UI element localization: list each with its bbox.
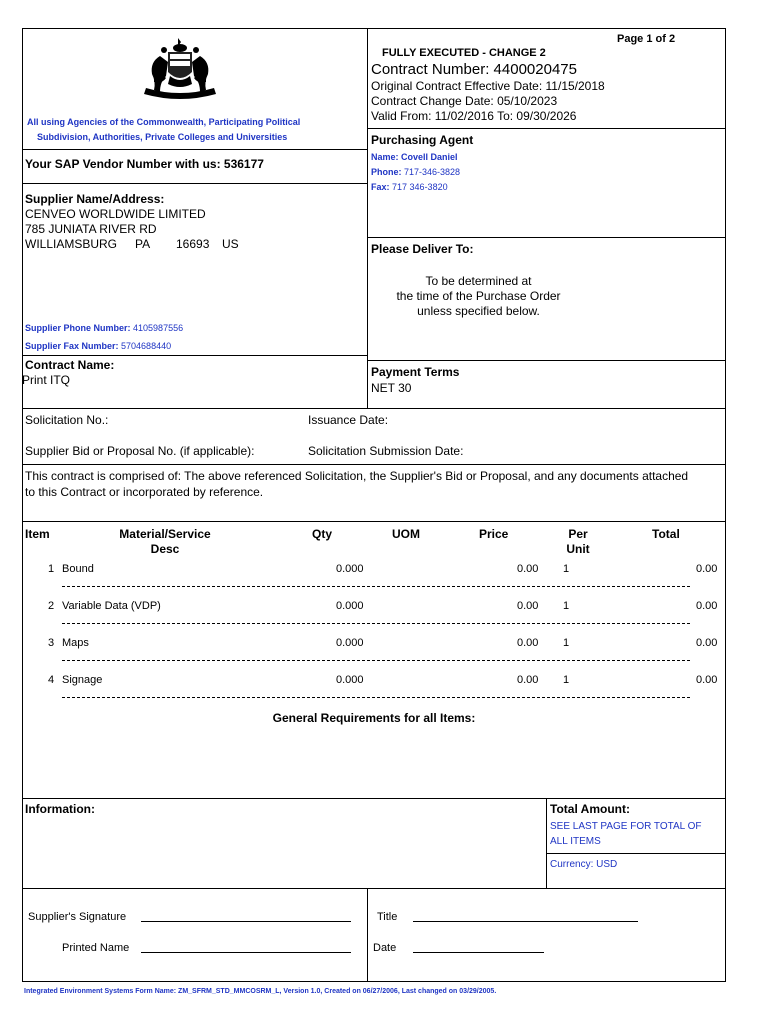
supplier-street: 785 JUNIATA RIVER RD [25, 222, 157, 236]
total-amount-note: SEE LAST PAGE FOR TOTAL OF [550, 821, 702, 832]
divider [22, 798, 726, 799]
supplier-phone [25, 323, 183, 333]
agencies-line: All using Agencies of the Commonwealth, Participating Political [27, 117, 301, 127]
supplier-title: Supplier Name/Address: [25, 192, 165, 206]
comprised-text: to this Contract or incorporated by reference. [25, 485, 264, 499]
row-separator [62, 660, 690, 661]
commonwealth-seal [140, 36, 220, 102]
date-label: Date [373, 942, 397, 954]
agent-fax-label: Fax: [371, 182, 390, 192]
bid-proposal-label: Supplier Bid or Proposal No. (if applicable): [25, 444, 255, 458]
supplier-state: PA [135, 237, 151, 251]
supplier-country: US [222, 237, 239, 251]
col-header-desc: Desc [150, 542, 180, 556]
divider [367, 128, 726, 129]
row-desc: Bound [62, 563, 94, 575]
printed-name-label: Printed Name [62, 942, 130, 954]
submission-date-label: Solicitation Submission Date: [308, 444, 464, 458]
supplier-fax-label: Supplier Fax Number: [25, 341, 119, 351]
agent-name-value: Covell Daniel [401, 152, 458, 162]
divider [22, 464, 726, 465]
deliver-line: To be determined at [425, 274, 532, 288]
row-desc: Signage [62, 674, 103, 686]
divider [367, 360, 726, 361]
information-label: Information: [25, 802, 95, 816]
row-qty: 0.000 [336, 600, 364, 612]
divider [22, 408, 726, 409]
contract-number: Contract Number: 4400020475 [371, 61, 577, 78]
col-header-uom: UOM [392, 527, 420, 541]
supplier-phone-label: Supplier Phone Number: [25, 323, 131, 333]
deliver-line: the time of the Purchase Order [396, 289, 561, 303]
supplier-fax-value: 5704688440 [121, 341, 172, 351]
agent-phone-label: Phone: [371, 167, 402, 177]
signature-line[interactable] [141, 921, 351, 922]
contract-status: FULLY EXECUTED - CHANGE 2 [382, 47, 546, 59]
col-header-per-unit: Per [568, 527, 588, 541]
row-separator [62, 586, 690, 587]
row-number: 3 [48, 637, 55, 649]
divider [367, 237, 726, 238]
currency: Currency: USD [550, 859, 618, 870]
divider [22, 149, 368, 150]
row-total: 0.00 [696, 674, 718, 686]
supplier-zip: 16693 [176, 237, 210, 251]
supplier-city: WILLIAMSBURG [25, 237, 118, 251]
purchasing-agent-title: Purchasing Agent [371, 133, 474, 147]
row-desc: Variable Data (VDP) [62, 600, 161, 612]
valid-dates: Valid From: 11/02/2016 To: 09/30/2026 [371, 109, 577, 123]
printed-name-line[interactable] [141, 952, 351, 953]
divider [367, 888, 368, 982]
comprised-text: This contract is comprised of: The above referenced Solicitation, the Supplier's Bid or Proposal, and any documents attached [25, 469, 689, 483]
divider [22, 888, 726, 889]
row-price: 0.00 [517, 600, 539, 612]
col-header-price: Price [479, 527, 509, 541]
page-number: Page 1 of 2 [617, 33, 676, 45]
row-per-unit: 1 [563, 563, 570, 575]
general-requirements-heading: General Requirements for all Items: [272, 711, 476, 725]
agent-name [371, 152, 458, 162]
col-header-desc: Material/Service [119, 527, 211, 541]
issuance-date-label: Issuance Date: [308, 413, 389, 427]
sap-vendor-number: Your SAP Vendor Number with us: 536177 [25, 157, 264, 171]
total-amount-note: ALL ITEMS [550, 836, 601, 847]
row-qty: 0.000 [336, 674, 364, 686]
change-date: Contract Change Date: 05/10/2023 [371, 94, 558, 108]
deliver-line: unless specified below. [417, 304, 540, 318]
row-total: 0.00 [696, 637, 718, 649]
solicitation-no-label: Solicitation No.: [25, 413, 109, 427]
payment-terms-title: Payment Terms [371, 365, 460, 379]
title-line[interactable] [413, 921, 638, 922]
agencies-line: Subdivision, Authorities, Private Colleges and Universities [37, 132, 288, 142]
divider [546, 853, 726, 854]
row-qty: 0.000 [336, 637, 364, 649]
agent-name-label: Name: [371, 152, 399, 162]
row-number: 1 [48, 563, 55, 575]
row-number: 4 [48, 674, 55, 686]
supplier-name: CENVEO WORLDWIDE LIMITED [25, 207, 206, 221]
divider [22, 521, 726, 522]
row-per-unit: 1 [563, 637, 570, 649]
divider [367, 28, 368, 408]
payment-terms-value: NET 30 [371, 381, 412, 395]
col-header-total: Total [652, 527, 680, 541]
row-per-unit: 1 [563, 674, 570, 686]
supplier-fax [25, 341, 171, 351]
row-total: 0.00 [696, 563, 718, 575]
total-amount-label: Total Amount: [550, 802, 630, 816]
row-price: 0.00 [517, 563, 539, 575]
agent-phone-value: 717-346-3828 [404, 167, 461, 177]
row-total: 0.00 [696, 600, 718, 612]
divider [22, 183, 368, 184]
row-qty: 0.000 [336, 563, 364, 575]
col-header-qty: Qty [312, 527, 333, 541]
row-per-unit: 1 [563, 600, 570, 612]
row-number: 2 [48, 600, 55, 612]
agent-fax-value: 717 346-3820 [392, 182, 448, 192]
contract-name-label: Contract Name: [25, 358, 115, 372]
date-line[interactable] [413, 952, 544, 953]
original-effective-date: Original Contract Effective Date: 11/15/2018 [371, 79, 605, 93]
divider [22, 355, 368, 356]
contract-name: Print ITQ [22, 373, 71, 387]
deliver-to-title: Please Deliver To: [371, 242, 474, 256]
col-header-item: Item [25, 527, 50, 541]
row-price: 0.00 [517, 674, 539, 686]
agent-phone [371, 167, 460, 177]
divider [546, 798, 547, 888]
supplier-phone-value: 4105987556 [133, 323, 184, 333]
row-desc: Maps [62, 637, 89, 649]
supplier-signature-label: Supplier's Signature [28, 911, 127, 923]
row-separator [62, 697, 690, 698]
row-separator [62, 623, 690, 624]
form-footer: Integrated Environment Systems Form Name: ZM_SFRM_STD_MMCOSRM_L, Version 1.0, Created on 06/27/2006, Last changed on 03/29/2005. [24, 988, 497, 995]
col-header-per-unit: Unit [566, 542, 590, 556]
agent-fax [371, 182, 448, 192]
title-label: Title [377, 911, 398, 923]
row-price: 0.00 [517, 637, 539, 649]
